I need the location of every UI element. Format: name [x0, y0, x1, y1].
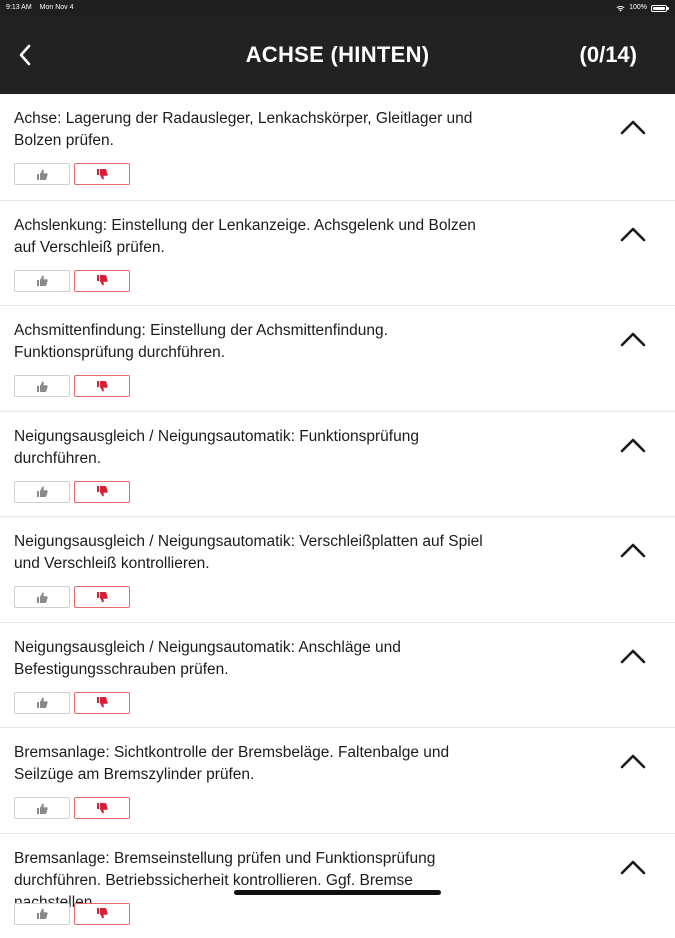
thumbs-down-button[interactable] — [74, 586, 130, 608]
thumbs-up-icon — [36, 803, 48, 814]
thumbs-down-icon — [96, 697, 108, 708]
checklist-item-text: Achse: Lagerung der Radausleger, Lenkachskörper, Gleitlager und Bolzen prüfen. — [14, 108, 494, 152]
progress-counter: (0/14) — [580, 16, 637, 94]
chevron-up-icon — [620, 437, 646, 453]
thumbs-down-icon — [96, 275, 108, 286]
thumbs-up-button[interactable] — [14, 481, 70, 503]
thumbs-up-icon — [36, 908, 48, 919]
thumbs-up-icon — [36, 169, 48, 180]
collapse-button[interactable] — [619, 434, 647, 456]
thumbs-down-button[interactable] — [74, 903, 130, 925]
chevron-up-icon — [620, 753, 646, 769]
checklist-item-text: Neigungsausgleich / Neigungsautomatik: Funktionsprüfung durchführen. — [14, 426, 494, 470]
thumbs-down-button[interactable] — [74, 163, 130, 185]
chevron-up-icon — [620, 542, 646, 558]
battery-percent: 100% — [629, 0, 647, 16]
chevron-up-icon — [620, 226, 646, 242]
chevron-up-icon — [620, 648, 646, 664]
thumbs-up-button[interactable] — [14, 163, 70, 185]
battery-icon — [651, 5, 667, 12]
thumbs-down-icon — [96, 486, 108, 497]
thumbs-down-button[interactable] — [74, 375, 130, 397]
chevron-up-icon — [620, 859, 646, 875]
thumbs-down-icon — [96, 908, 108, 919]
checklist-item — [0, 727, 675, 833]
thumbs-down-icon — [96, 803, 108, 814]
checklist-item — [0, 622, 675, 728]
thumbs-down-icon — [96, 169, 108, 180]
home-indicator[interactable] — [234, 890, 441, 895]
checklist-item-text: Bremsanlage: Sichtkontrolle der Bremsbeläge. Faltenbalge und Seilzüge am Bremszylinder prüfen. — [14, 742, 494, 786]
checklist-item — [0, 516, 675, 622]
thumbs-up-button[interactable] — [14, 797, 70, 819]
checklist — [0, 94, 675, 938]
thumbs-down-button[interactable] — [74, 797, 130, 819]
checklist-item — [0, 305, 675, 411]
chevron-up-icon — [620, 331, 646, 347]
thumbs-up-icon — [36, 697, 48, 708]
thumbs-up-button[interactable] — [14, 903, 70, 925]
status-bar — [0, 0, 675, 16]
status-time: 9:13 AM — [6, 4, 32, 11]
thumbs-up-icon — [36, 486, 48, 497]
checklist-item-text: Achslenkung: Einstellung der Lenkanzeige. Achsgelenk und Bolzen auf Verschleiß prüfen. — [14, 215, 494, 259]
thumbs-down-button[interactable] — [74, 270, 130, 292]
chevron-up-icon — [620, 119, 646, 135]
collapse-button[interactable] — [619, 750, 647, 772]
collapse-button[interactable] — [619, 539, 647, 561]
thumbs-up-button[interactable] — [14, 692, 70, 714]
thumbs-up-button[interactable] — [14, 586, 70, 608]
thumbs-down-icon — [96, 381, 108, 392]
thumbs-down-button[interactable] — [74, 481, 130, 503]
collapse-button[interactable] — [619, 645, 647, 667]
nav-bar — [0, 16, 675, 94]
status-date: Mon Nov 4 — [40, 4, 74, 11]
thumbs-up-button[interactable] — [14, 375, 70, 397]
checklist-item — [0, 411, 675, 517]
thumbs-up-button[interactable] — [14, 270, 70, 292]
collapse-button[interactable] — [619, 223, 647, 245]
checklist-item — [0, 200, 675, 306]
checklist-item-text: Achsmittenfindung: Einstellung der Achsmittenfindung. Funktionsprüfung durchführen. — [14, 320, 494, 364]
thumbs-up-icon — [36, 381, 48, 392]
collapse-button[interactable] — [619, 856, 647, 878]
thumbs-down-button[interactable] — [74, 692, 130, 714]
checklist-item — [0, 833, 675, 938]
collapse-button[interactable] — [619, 116, 647, 138]
page-title: ACHSE (HINTEN) — [0, 16, 675, 94]
thumbs-up-icon — [36, 592, 48, 603]
checklist-item-text: Neigungsausgleich / Neigungsautomatik: Verschleißplatten auf Spiel und Verschleiß kontrollieren. — [14, 531, 494, 575]
thumbs-up-icon — [36, 275, 48, 286]
collapse-button[interactable] — [619, 328, 647, 350]
wifi-icon — [616, 5, 625, 12]
thumbs-down-icon — [96, 592, 108, 603]
checklist-item-text: Neigungsausgleich / Neigungsautomatik: Anschläge und Befestigungsschrauben prüfen. — [14, 637, 494, 681]
checklist-item — [0, 94, 675, 200]
checklist-item-text: Bremsanlage: Bremseinstellung prüfen und Funktionsprüfung durchführen. Betriebssicherheit kontrollieren. Ggf. Bremse — [14, 848, 494, 914]
